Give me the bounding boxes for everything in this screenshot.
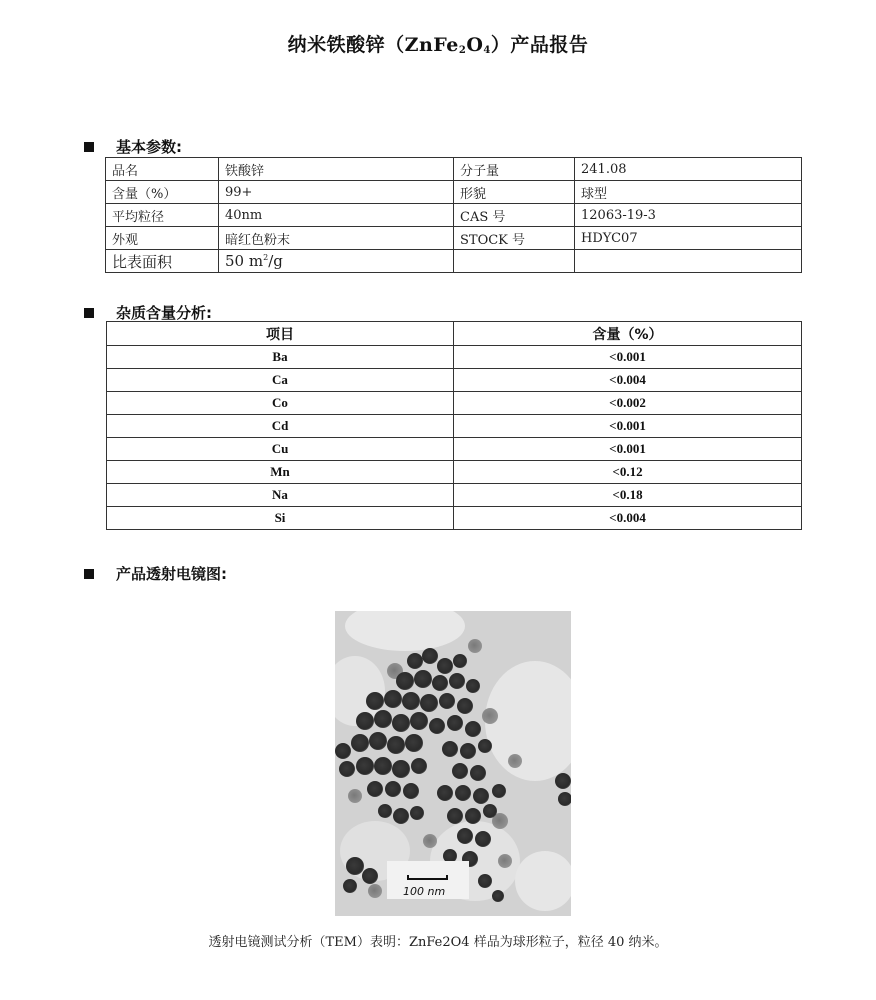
section-heading-tem	[84, 563, 227, 584]
param-value: 暗红色粉末	[219, 227, 454, 250]
square-bullet-icon	[84, 142, 94, 152]
param-label: 含量（%）	[106, 181, 219, 204]
table-row	[107, 369, 802, 392]
impurity-content: <0.004	[454, 507, 802, 530]
param-value: 99+	[219, 181, 454, 204]
param-value: 241.08	[575, 158, 802, 181]
impurity-item: Si	[107, 507, 454, 530]
square-bullet-icon	[84, 308, 94, 318]
section-label: 杂质含量分析:	[116, 304, 212, 322]
column-header: 含量（%）	[454, 322, 802, 346]
title-subscript: 4	[483, 45, 491, 56]
param-value: 铁酸锌	[219, 158, 454, 181]
page-title	[0, 30, 876, 57]
param-value: 球型	[575, 181, 802, 204]
impurity-item: Mn	[107, 461, 454, 484]
table-row	[106, 181, 802, 204]
impurity-content: <0.12	[454, 461, 802, 484]
param-label: 分子量	[454, 158, 575, 181]
value-text: 50 m	[225, 252, 264, 270]
title-text: O	[466, 34, 484, 56]
table-row	[107, 392, 802, 415]
table-row	[106, 227, 802, 250]
impurity-table	[106, 321, 802, 530]
table-header-row	[107, 322, 802, 346]
table-row	[107, 484, 802, 507]
tem-micrograph	[335, 611, 571, 916]
param-label: 外观	[106, 227, 219, 250]
param-value: HDYC07	[575, 227, 802, 250]
param-value	[219, 250, 454, 273]
param-label: 品名	[106, 158, 219, 181]
value-text: /g	[268, 252, 283, 270]
impurity-item: Co	[107, 392, 454, 415]
param-label	[454, 250, 575, 273]
impurity-content: <0.001	[454, 438, 802, 461]
param-value: 12063-19-3	[575, 204, 802, 227]
impurity-content: <0.001	[454, 415, 802, 438]
tem-caption: 透射电镜测试分析（TEM）表明：ZnFe2O4 样品为球形粒子，粒径 40 纳米。	[208, 935, 668, 950]
param-label: CAS 号	[454, 204, 575, 227]
scale-bar-label: 100 nm	[403, 885, 446, 898]
table-row	[106, 250, 802, 273]
table-row	[106, 158, 802, 181]
impurity-content: <0.004	[454, 369, 802, 392]
table-row	[107, 438, 802, 461]
impurity-item: Na	[107, 484, 454, 507]
nanoparticle-cluster-image	[335, 611, 571, 916]
impurity-item: Ca	[107, 369, 454, 392]
param-value: 40nm	[219, 204, 454, 227]
impurity-item: Ba	[107, 346, 454, 369]
table-row	[107, 461, 802, 484]
impurity-item: Cd	[107, 415, 454, 438]
param-label: 比表面积	[106, 250, 219, 273]
basic-params-table	[105, 157, 802, 273]
impurity-content: <0.002	[454, 392, 802, 415]
section-heading-impurity	[84, 302, 212, 323]
table-row	[107, 346, 802, 369]
section-label: 基本参数:	[116, 138, 182, 156]
param-label: 平均粒径	[106, 204, 219, 227]
column-header: 项目	[107, 322, 454, 346]
table-row	[107, 507, 802, 530]
param-label: STOCK 号	[454, 227, 575, 250]
table-row	[107, 415, 802, 438]
square-bullet-icon	[84, 569, 94, 579]
section-heading-basic	[84, 136, 182, 157]
value-superscript: 2	[263, 253, 269, 262]
param-label: 形貌	[454, 181, 575, 204]
section-label: 产品透射电镜图:	[116, 565, 227, 583]
param-value	[575, 250, 802, 273]
impurity-content: <0.001	[454, 346, 802, 369]
title-subscript: 2	[458, 45, 467, 56]
title-text: ）产品报告	[490, 34, 589, 56]
title-text: 纳米铁酸锌（ZnFe	[287, 34, 459, 56]
impurity-item: Cu	[107, 438, 454, 461]
table-row	[106, 204, 802, 227]
impurity-content: <0.18	[454, 484, 802, 507]
